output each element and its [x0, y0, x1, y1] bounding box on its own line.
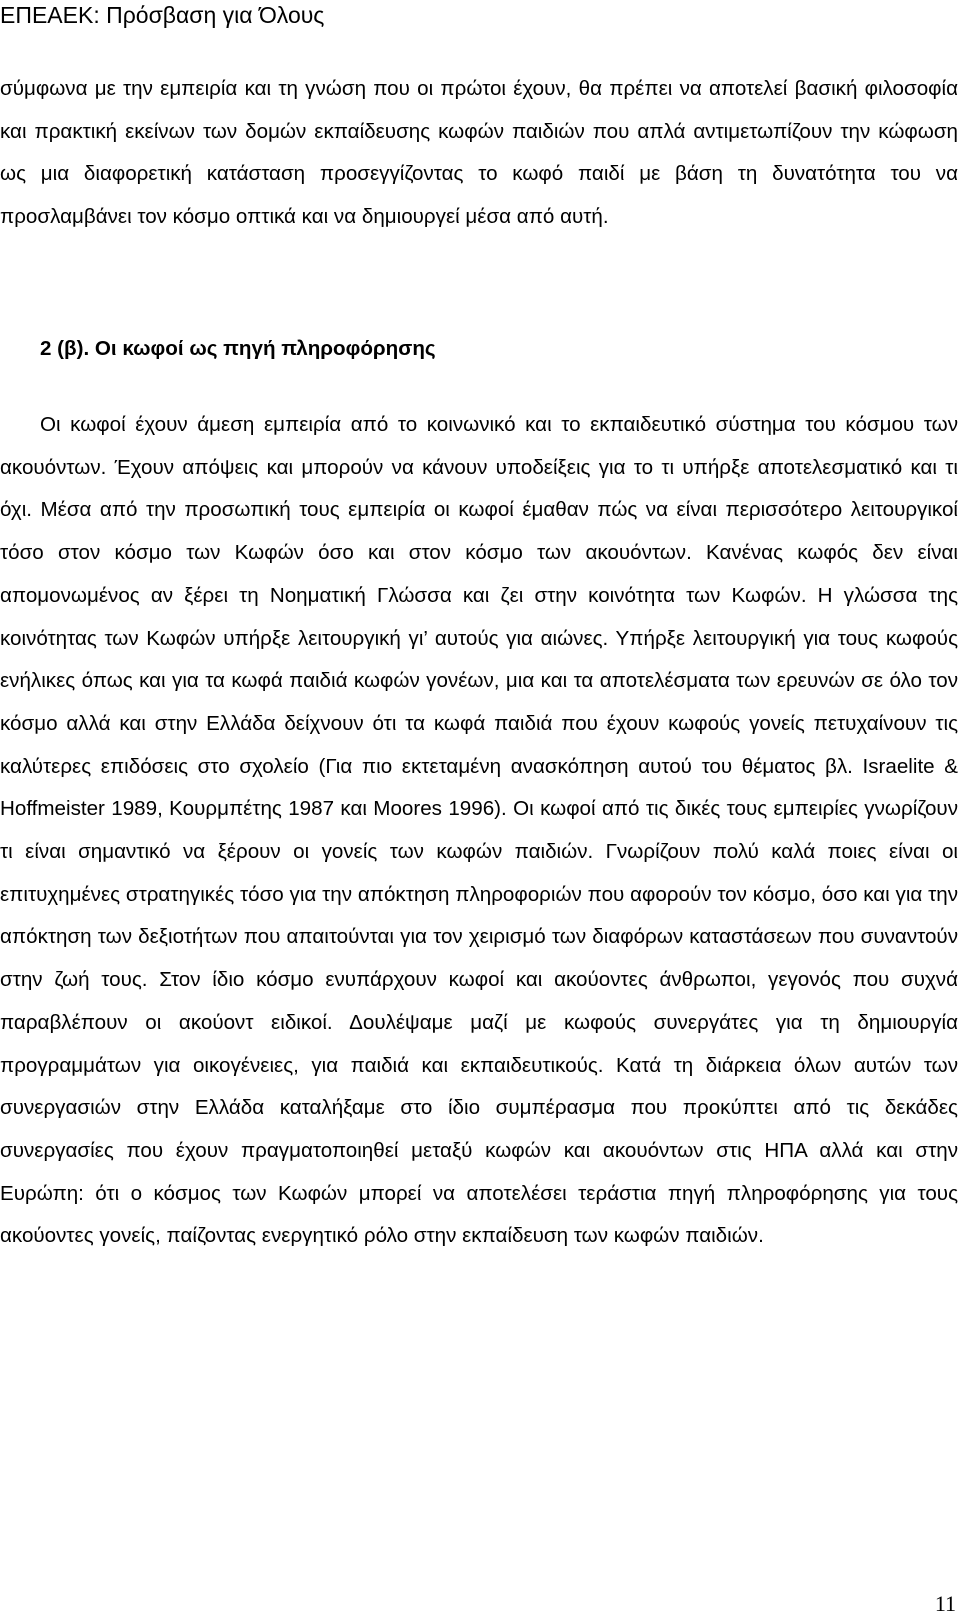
page-number: 11 [934, 1591, 956, 1616]
page-header-title: ΕΠΕΑΕΚ: Πρόσβαση για Όλους [0, 2, 325, 28]
body-paragraph-1: σύμφωνα με την εμπειρία και τη γνώση που οι πρώτοι έχουν, θα πρέπει να αποτελεί βασική φιλοσοφία και πρακτική εκείνων των δομών εκπαίδευσης κωφών παιδιών που απλά αντιμετωπίζουν την κώφωση ως μια διαφορετική κατάσταση προσεγγίζοντας το κωφό παιδί με βάση τη δυνατότητα του να προσλαμβάνει τον κόσμο οπτικά και να δημιουργεί μέσα από αυτή. [0, 77, 958, 229]
body-paragraph-2: Οι κωφοί έχουν άμεση εμπειρία από το κοινωνικό και το εκπαιδευτικό σύστημα του κόσμου των ακουόντων. Έχουν απόψεις και μπορούν να κάνουν υποδείξεις για το τι υπήρξε αποτελεσματικό και τι όχι. Μέσα από την προσωπική τους εμπειρία οι κωφοί έμαθαν πώς να είναι περισσότερο λειτουργικοί τόσο στον κόσμο των Κωφών όσο και στον κόσμο των ακουόντων. Κανένας κωφός δεν είναι απομονωμένος αν ξέρει τη Νοηματική Γλώσσα και ζει στην κοινότητα των Κωφών. Η γλώσσα της κοινότητας των Κωφών υπήρξε λειτουργική γι’ αυτούς για αιώνες. Υπήρξε λειτουργική για τους κωφούς ενήλικες όπως και για τα κωφά παιδιά κωφών γονέων, μια και τα αποτελέσματα των ερευνών σε όλο τον κόσμο αλλά και στην Ελλάδα δείχνουν ότι τα κωφά παιδιά που έχουν κωφούς γονείς πετυχαίνουν τις καλύτερες επιδόσεις στο σχολείο (Για πιο εκτεταμένη ανασκόπηση αυτού του θέματος βλ. Israelite & Hoffmeister 1989, Κουρμπέτης 1987 και Moores 1996). Οι κωφοί από τις δικές τους εμπειρίες γνωρίζουν τι είναι σημαντικό να ξέρουν οι γονείς των κωφών παιδιών. Γνωρίζουν πολύ καλά ποιες είναι οι επιτυχημένες στρατηγικές τόσο για την απόκτηση πληροφοριών που αφορούν τον κόσμο, όσο και για την απόκτηση των δεξιοτήτων που απαιτούνται για τον χειρισμό των διαφόρων καταστάσεων που συναντούν στην ζωή τους. Στον ίδιο κόσμο ενυπάρχουν κωφοί και ακούοντες άνθρωποι, γεγονός που συχνά παραβλέπουν οι ακούοντ ειδικοί. Δουλέψαμε μαζί με κωφούς συνεργάτες για τη δημιουργία προγραμμάτων για οικογένειες, για παιδιά και εκπαιδευτικούς. Κατά τη διάρκεια όλων αυτών των συνεργασιών στην Ελλάδα καταλήξαμε στο ίδιο συμπέρασμα που προκύπτει από τις δεκάδες συνεργασίες που έχουν πραγματοποιηθεί μεταξύ κωφών και ακουόντων στις ΗΠΑ αλλά και στην Ευρώπη: ότι ο κόσμος των Κωφών μπορεί να αποτελέσει τεράστια πηγή πληροφόρησης για τους ακούοντες γονείς, παίζοντας ενεργητικό ρόλο στην εκπαίδευση των κωφών παιδιών. [0, 413, 958, 1248]
section-heading: 2 (β). Οι κωφοί ως πηγή πληροφόρησης [40, 337, 436, 360]
